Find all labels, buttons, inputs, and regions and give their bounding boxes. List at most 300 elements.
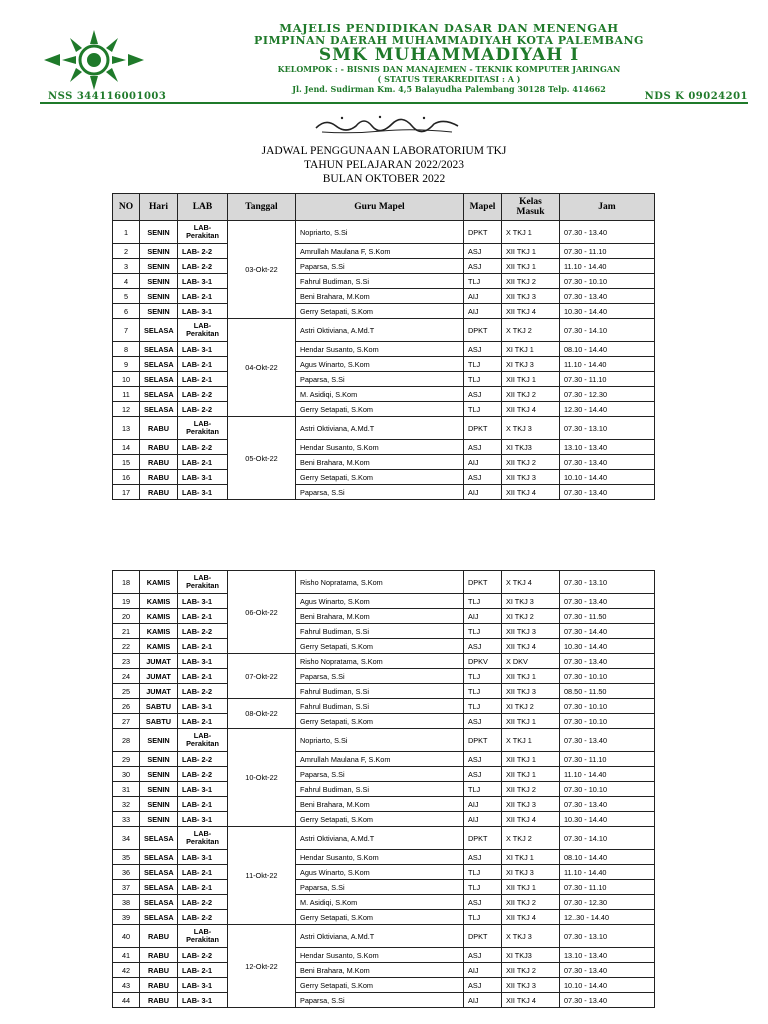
cell-tanggal: 04-Okt-22: [228, 319, 296, 417]
table-row: [113, 880, 655, 895]
cell-lab: LAB- Perakitan: [178, 729, 228, 752]
cell-mapel: AIJ: [464, 289, 502, 304]
cell-guru-mapel: Risho Nopratama, S.Kom: [296, 654, 464, 669]
cell-guru-mapel: Beni Brahara, M.Kom: [296, 797, 464, 812]
cell-mapel: ASJ: [464, 387, 502, 402]
cell-no: 28: [113, 729, 140, 752]
cell-no: 5: [113, 289, 140, 304]
cell-jam: 07.30 - 13.40: [560, 654, 655, 669]
cell-guru-mapel: Fahrul Budiman, S.Si: [296, 624, 464, 639]
cell-guru-mapel: Paparsa, S.Si: [296, 259, 464, 274]
cell-jam: 08.50 - 11.50: [560, 684, 655, 699]
cell-jam: 12.30 - 14.40: [560, 402, 655, 417]
cell-kelas-masuk: XI TKJ3: [502, 440, 560, 455]
table-row: [113, 594, 655, 609]
cell-hari: SELASA: [140, 342, 178, 357]
cell-jam: 13.10 - 13.40: [560, 440, 655, 455]
cell-jam: 07.30 - 11.10: [560, 880, 655, 895]
cell-kelas-masuk: XII TKJ 4: [502, 402, 560, 417]
cell-jam: 07.30 - 13.40: [560, 485, 655, 500]
cell-lab: LAB- Perakitan: [178, 925, 228, 948]
cell-guru-mapel: Gerry Setapati, S.Kom: [296, 812, 464, 827]
cell-no: 39: [113, 910, 140, 925]
cell-lab: LAB- 2-1: [178, 357, 228, 372]
cell-guru-mapel: Fahrul Budiman, S.Si: [296, 684, 464, 699]
cell-no: 14: [113, 440, 140, 455]
letterhead: [40, 22, 748, 104]
cell-guru-mapel: Beni Brahara, M.Kom: [296, 963, 464, 978]
letterhead-line-4: KELOMPOK : - BISNIS DAN MANAJEMEN - TEKNIK KOMPUTER JARINGAN: [277, 64, 621, 74]
basmala-calligraphy-icon: [312, 112, 462, 136]
table-row: [113, 850, 655, 865]
cell-lab: LAB- 3-1: [178, 342, 228, 357]
cell-kelas-masuk: XII TKJ 3: [502, 470, 560, 485]
cell-jam: 07.30 - 11.10: [560, 372, 655, 387]
cell-no: 44: [113, 993, 140, 1008]
table-row: [113, 319, 655, 342]
cell-jam: 07.30 - 11.10: [560, 244, 655, 259]
cell-kelas-masuk: XII TKJ 2: [502, 274, 560, 289]
cell-lab: LAB- 2-1: [178, 669, 228, 684]
cell-lab: LAB- 3-1: [178, 470, 228, 485]
cell-hari: SENIN: [140, 812, 178, 827]
table-row: [113, 571, 655, 594]
cell-kelas-masuk: XII TKJ 4: [502, 304, 560, 319]
cell-hari: KAMIS: [140, 624, 178, 639]
table-row: [113, 729, 655, 752]
cell-hari: SENIN: [140, 729, 178, 752]
cell-hari: RABU: [140, 417, 178, 440]
cell-mapel: AIJ: [464, 993, 502, 1008]
cell-guru-mapel: Astri Oktiviana, A.Md.T: [296, 925, 464, 948]
cell-guru-mapel: Amrullah Maulana F, S.Kom: [296, 244, 464, 259]
table-row: [113, 624, 655, 639]
cell-hari: SENIN: [140, 274, 178, 289]
cell-jam: 07.30 - 14.40: [560, 624, 655, 639]
col-header-mapel: Mapel: [464, 194, 502, 221]
cell-kelas-masuk: X TKJ 3: [502, 925, 560, 948]
cell-mapel: ASJ: [464, 850, 502, 865]
cell-guru-mapel: Amrullah Maulana F, S.Kom: [296, 752, 464, 767]
cell-kelas-masuk: XII TKJ 1: [502, 259, 560, 274]
cell-mapel: TLJ: [464, 402, 502, 417]
cell-no: 7: [113, 319, 140, 342]
cell-no: 30: [113, 767, 140, 782]
cell-lab: LAB- 3-1: [178, 993, 228, 1008]
table-row: [113, 767, 655, 782]
cell-jam: 08.10 - 14.40: [560, 850, 655, 865]
cell-kelas-masuk: XII TKJ 3: [502, 684, 560, 699]
cell-lab: LAB- 2-2: [178, 684, 228, 699]
academic-year: TAHUN PELAJARAN 2022/2023: [303, 159, 465, 171]
cell-hari: SELASA: [140, 850, 178, 865]
table-row: [113, 259, 655, 274]
cell-no: 27: [113, 714, 140, 729]
cell-no: 3: [113, 259, 140, 274]
table-row: [113, 639, 655, 654]
cell-jam: 07.30 - 10.10: [560, 714, 655, 729]
cell-guru-mapel: Fahrul Budiman, S.Si: [296, 274, 464, 289]
cell-mapel: DPKT: [464, 729, 502, 752]
cell-mapel: ASJ: [464, 470, 502, 485]
cell-lab: LAB- 2-2: [178, 767, 228, 782]
cell-tanggal: 11-Okt-22: [228, 827, 296, 925]
cell-mapel: TLJ: [464, 699, 502, 714]
cell-tanggal: 06-Okt-22: [228, 571, 296, 654]
cell-lab: LAB- 3-1: [178, 699, 228, 714]
cell-hari: SELASA: [140, 895, 178, 910]
table-row: [113, 963, 655, 978]
cell-no: 19: [113, 594, 140, 609]
table-header-row: [113, 194, 655, 221]
cell-jam: 07.30 - 14.10: [560, 319, 655, 342]
cell-kelas-masuk: X TKJ 4: [502, 571, 560, 594]
cell-mapel: TLJ: [464, 624, 502, 639]
cell-lab: LAB- 2-1: [178, 797, 228, 812]
cell-guru-mapel: Gerry Setapati, S.Kom: [296, 402, 464, 417]
cell-jam: 07.30 - 10.10: [560, 669, 655, 684]
cell-mapel: TLJ: [464, 880, 502, 895]
cell-hari: SENIN: [140, 244, 178, 259]
cell-lab: LAB- 2-2: [178, 259, 228, 274]
cell-hari: JUMAT: [140, 684, 178, 699]
table-row: [113, 402, 655, 417]
cell-lab: LAB- 2-2: [178, 910, 228, 925]
cell-lab: LAB- 3-1: [178, 782, 228, 797]
cell-jam: 11.10 - 14.40: [560, 767, 655, 782]
cell-mapel: DPKT: [464, 925, 502, 948]
cell-hari: RABU: [140, 485, 178, 500]
letterhead-line-2: PIMPINAN DAERAH MUHAMMADIYAH KOTA PALEMBANG: [254, 34, 644, 47]
cell-mapel: ASJ: [464, 639, 502, 654]
cell-no: 42: [113, 963, 140, 978]
cell-hari: KAMIS: [140, 609, 178, 624]
table-row: [113, 752, 655, 767]
col-header-guru-mapel: Guru Mapel: [296, 194, 464, 221]
cell-guru-mapel: Hendar Susanto, S.Kom: [296, 850, 464, 865]
cell-lab: LAB- 2-2: [178, 440, 228, 455]
cell-mapel: ASJ: [464, 244, 502, 259]
muhammadiyah-logo-icon: [40, 28, 148, 92]
cell-hari: JUMAT: [140, 654, 178, 669]
table-row: [113, 865, 655, 880]
table-row: [113, 357, 655, 372]
cell-guru-mapel: Gerry Setapati, S.Kom: [296, 978, 464, 993]
cell-mapel: TLJ: [464, 684, 502, 699]
cell-no: 26: [113, 699, 140, 714]
cell-kelas-masuk: XII TKJ 4: [502, 993, 560, 1008]
table-row: [113, 978, 655, 993]
col-header-tanggal: Tanggal: [228, 194, 296, 221]
table-row: [113, 895, 655, 910]
cell-guru-mapel: Gerry Setapati, S.Kom: [296, 304, 464, 319]
cell-no: 29: [113, 752, 140, 767]
cell-hari: SENIN: [140, 782, 178, 797]
cell-no: 40: [113, 925, 140, 948]
letterhead-divider: [40, 102, 748, 104]
cell-kelas-masuk: XII TKJ 3: [502, 624, 560, 639]
col-header-hari: Hari: [140, 194, 178, 221]
cell-no: 41: [113, 948, 140, 963]
cell-mapel: TLJ: [464, 357, 502, 372]
cell-hari: SELASA: [140, 880, 178, 895]
table-row: [113, 782, 655, 797]
cell-kelas-masuk: XI TKJ 1: [502, 342, 560, 357]
cell-tanggal: 12-Okt-22: [228, 925, 296, 1008]
cell-mapel: TLJ: [464, 372, 502, 387]
cell-kelas-masuk: XII TKJ 2: [502, 455, 560, 470]
cell-tanggal: 07-Okt-22: [228, 654, 296, 699]
cell-guru-mapel: Hendar Susanto, S.Kom: [296, 948, 464, 963]
cell-lab: LAB- 2-2: [178, 752, 228, 767]
cell-no: 15: [113, 455, 140, 470]
table-row: [113, 440, 655, 455]
cell-lab: LAB- Perakitan: [178, 417, 228, 440]
cell-guru-mapel: Paparsa, S.Si: [296, 767, 464, 782]
cell-hari: KAMIS: [140, 571, 178, 594]
cell-jam: 10.30 - 14.40: [560, 304, 655, 319]
cell-kelas-masuk: XII TKJ 3: [502, 797, 560, 812]
table-row: [113, 910, 655, 925]
col-header-kelas-masuk: Kelas Masuk: [502, 194, 560, 221]
letterhead-line-1: MAJELIS PENDIDIKAN DASAR DAN MENENGAH: [279, 21, 619, 35]
schedule-table-part-2: [112, 570, 655, 1008]
cell-mapel: AIJ: [464, 797, 502, 812]
cell-hari: RABU: [140, 455, 178, 470]
cell-guru-mapel: Gerry Setapati, S.Kom: [296, 714, 464, 729]
cell-kelas-masuk: X TKJ 1: [502, 729, 560, 752]
table-row: [113, 827, 655, 850]
cell-hari: RABU: [140, 963, 178, 978]
cell-lab: LAB- 2-1: [178, 289, 228, 304]
cell-jam: 07.30 - 13.40: [560, 221, 655, 244]
table-row: [113, 812, 655, 827]
cell-guru-mapel: Gerry Setapati, S.Kom: [296, 910, 464, 925]
cell-mapel: ASJ: [464, 714, 502, 729]
schedule-table-part-1: [112, 193, 655, 500]
cell-lab: LAB- 2-1: [178, 609, 228, 624]
cell-jam: 10.30 - 14.40: [560, 812, 655, 827]
cell-kelas-masuk: XI TKJ 2: [502, 699, 560, 714]
cell-guru-mapel: Agus Winarto, S.Kom: [296, 865, 464, 880]
schedule-title: JADWAL PENGGUNAAN LABORATORIUM TKJ: [261, 145, 507, 157]
table-row: [113, 455, 655, 470]
table-row: [113, 993, 655, 1008]
cell-guru-mapel: Astri Oktiviana, A.Md.T: [296, 319, 464, 342]
cell-no: 9: [113, 357, 140, 372]
cell-lab: LAB- 2-1: [178, 714, 228, 729]
cell-no: 10: [113, 372, 140, 387]
cell-guru-mapel: Beni Brahara, M.Kom: [296, 289, 464, 304]
cell-lab: LAB- 2-1: [178, 963, 228, 978]
cell-lab: LAB- 2-2: [178, 624, 228, 639]
cell-hari: RABU: [140, 978, 178, 993]
cell-lab: LAB- 2-2: [178, 402, 228, 417]
cell-tanggal: 05-Okt-22: [228, 417, 296, 500]
cell-jam: 07.30 - 11.50: [560, 609, 655, 624]
cell-jam: 07.30 - 13.40: [560, 797, 655, 812]
cell-kelas-masuk: XII TKJ 4: [502, 639, 560, 654]
cell-hari: RABU: [140, 993, 178, 1008]
cell-no: 35: [113, 850, 140, 865]
cell-mapel: ASJ: [464, 948, 502, 963]
cell-hari: SELASA: [140, 372, 178, 387]
cell-jam: 07.30 - 14.10: [560, 827, 655, 850]
cell-no: 1: [113, 221, 140, 244]
cell-hari: RABU: [140, 440, 178, 455]
cell-guru-mapel: Nopriarto, S.Si: [296, 729, 464, 752]
cell-guru-mapel: Paparsa, S.Si: [296, 372, 464, 387]
table-row: [113, 797, 655, 812]
cell-mapel: AIJ: [464, 485, 502, 500]
cell-kelas-masuk: X TKJ 3: [502, 417, 560, 440]
cell-kelas-masuk: XII TKJ 1: [502, 669, 560, 684]
cell-kelas-masuk: X DKV: [502, 654, 560, 669]
cell-lab: LAB- 3-1: [178, 594, 228, 609]
cell-mapel: TLJ: [464, 865, 502, 880]
cell-kelas-masuk: XI TKJ 3: [502, 357, 560, 372]
cell-no: 8: [113, 342, 140, 357]
cell-hari: SELASA: [140, 387, 178, 402]
cell-no: 11: [113, 387, 140, 402]
cell-guru-mapel: Paparsa, S.Si: [296, 993, 464, 1008]
cell-mapel: ASJ: [464, 752, 502, 767]
cell-mapel: AIJ: [464, 609, 502, 624]
cell-guru-mapel: Agus Winarto, S.Kom: [296, 594, 464, 609]
cell-jam: 10.30 - 14.40: [560, 639, 655, 654]
cell-mapel: TLJ: [464, 669, 502, 684]
cell-lab: LAB- Perakitan: [178, 827, 228, 850]
col-header-no: NO: [113, 194, 140, 221]
cell-hari: SELASA: [140, 865, 178, 880]
cell-jam: 13.10 - 13.40: [560, 948, 655, 963]
cell-jam: 07.30 - 11.10: [560, 752, 655, 767]
table-row: [113, 274, 655, 289]
table-row: [113, 387, 655, 402]
cell-hari: SELASA: [140, 910, 178, 925]
cell-kelas-masuk: XII TKJ 1: [502, 714, 560, 729]
letterhead-text: [150, 22, 748, 94]
cell-hari: KAMIS: [140, 639, 178, 654]
cell-lab: LAB- Perakitan: [178, 221, 228, 244]
cell-mapel: DPKT: [464, 571, 502, 594]
cell-hari: SABTU: [140, 714, 178, 729]
cell-guru-mapel: M. Asidiqi, S.Kom: [296, 895, 464, 910]
cell-hari: RABU: [140, 948, 178, 963]
cell-lab: LAB- 2-2: [178, 244, 228, 259]
cell-kelas-masuk: XI TKJ 1: [502, 850, 560, 865]
table-row: [113, 925, 655, 948]
cell-mapel: DPKT: [464, 827, 502, 850]
cell-hari: SELASA: [140, 319, 178, 342]
cell-jam: 07.30 - 10.10: [560, 274, 655, 289]
cell-guru-mapel: Fahrul Budiman, S.Si: [296, 699, 464, 714]
cell-kelas-masuk: XII TKJ 2: [502, 387, 560, 402]
cell-kelas-masuk: XII TKJ 1: [502, 244, 560, 259]
cell-mapel: DPKT: [464, 221, 502, 244]
cell-kelas-masuk: XII TKJ 3: [502, 978, 560, 993]
cell-mapel: ASJ: [464, 767, 502, 782]
cell-jam: 11.10 - 14.40: [560, 357, 655, 372]
cell-hari: RABU: [140, 925, 178, 948]
cell-jam: 07.30 - 13.40: [560, 993, 655, 1008]
cell-no: 31: [113, 782, 140, 797]
cell-kelas-masuk: XII TKJ 2: [502, 782, 560, 797]
nss-number: NSS 344116001003: [48, 91, 167, 102]
cell-hari: JUMAT: [140, 669, 178, 684]
cell-kelas-masuk: XII TKJ 2: [502, 895, 560, 910]
cell-no: 34: [113, 827, 140, 850]
cell-hari: SENIN: [140, 797, 178, 812]
cell-mapel: TLJ: [464, 274, 502, 289]
cell-guru-mapel: Agus Winarto, S.Kom: [296, 357, 464, 372]
table-row: [113, 417, 655, 440]
cell-hari: SABTU: [140, 699, 178, 714]
cell-guru-mapel: M. Asidiqi, S.Kom: [296, 387, 464, 402]
cell-no: 17: [113, 485, 140, 500]
cell-mapel: DPKT: [464, 319, 502, 342]
col-header-lab: LAB: [178, 194, 228, 221]
cell-no: 4: [113, 274, 140, 289]
cell-hari: SENIN: [140, 304, 178, 319]
cell-hari: RABU: [140, 470, 178, 485]
cell-mapel: TLJ: [464, 910, 502, 925]
cell-kelas-masuk: XII TKJ 4: [502, 910, 560, 925]
cell-mapel: AIJ: [464, 812, 502, 827]
cell-hari: KAMIS: [140, 594, 178, 609]
cell-jam: 07.30 - 10.10: [560, 699, 655, 714]
table-row: [113, 669, 655, 684]
table-row: [113, 304, 655, 319]
cell-jam: 07.30 - 13.40: [560, 594, 655, 609]
col-header-jam: Jam: [560, 194, 655, 221]
cell-jam: 11.10 - 14.40: [560, 865, 655, 880]
cell-lab: LAB- 2-2: [178, 948, 228, 963]
cell-no: 12: [113, 402, 140, 417]
cell-guru-mapel: Beni Brahara, M.Kom: [296, 455, 464, 470]
cell-jam: 07.30 - 13.40: [560, 729, 655, 752]
table-row: [113, 699, 655, 714]
nds-number: NDS K 09024201: [644, 91, 748, 102]
school-name: SMK MUHAMMADIYAH I: [318, 45, 580, 65]
cell-lab: LAB- 2-1: [178, 880, 228, 895]
cell-hari: SELASA: [140, 402, 178, 417]
letterhead-line-5: ( STATUS TERAKREDITASI : A ): [377, 74, 521, 84]
cell-jam: 12..30 - 14.40: [560, 910, 655, 925]
cell-lab: LAB- 2-2: [178, 895, 228, 910]
table-row: [113, 485, 655, 500]
cell-kelas-masuk: XII TKJ 1: [502, 752, 560, 767]
cell-no: 20: [113, 609, 140, 624]
cell-no: 21: [113, 624, 140, 639]
cell-mapel: ASJ: [464, 895, 502, 910]
cell-no: 25: [113, 684, 140, 699]
table-row: [113, 609, 655, 624]
cell-tanggal: 03-Okt-22: [228, 221, 296, 319]
cell-no: 23: [113, 654, 140, 669]
cell-kelas-masuk: XI TKJ 3: [502, 865, 560, 880]
cell-kelas-masuk: XI TKJ3: [502, 948, 560, 963]
cell-no: 6: [113, 304, 140, 319]
table-row: [113, 244, 655, 259]
cell-kelas-masuk: XI TKJ 3: [502, 594, 560, 609]
cell-mapel: AIJ: [464, 963, 502, 978]
cell-guru-mapel: Hendar Susanto, S.Kom: [296, 342, 464, 357]
cell-guru-mapel: Fahrul Budiman, S.Si: [296, 782, 464, 797]
school-address: Jl. Jend. Sudirman Km. 4,5 Balayudha Palembang 30128 Telp. 414662: [292, 84, 606, 94]
cell-guru-mapel: Paparsa, S.Si: [296, 669, 464, 684]
cell-mapel: ASJ: [464, 440, 502, 455]
